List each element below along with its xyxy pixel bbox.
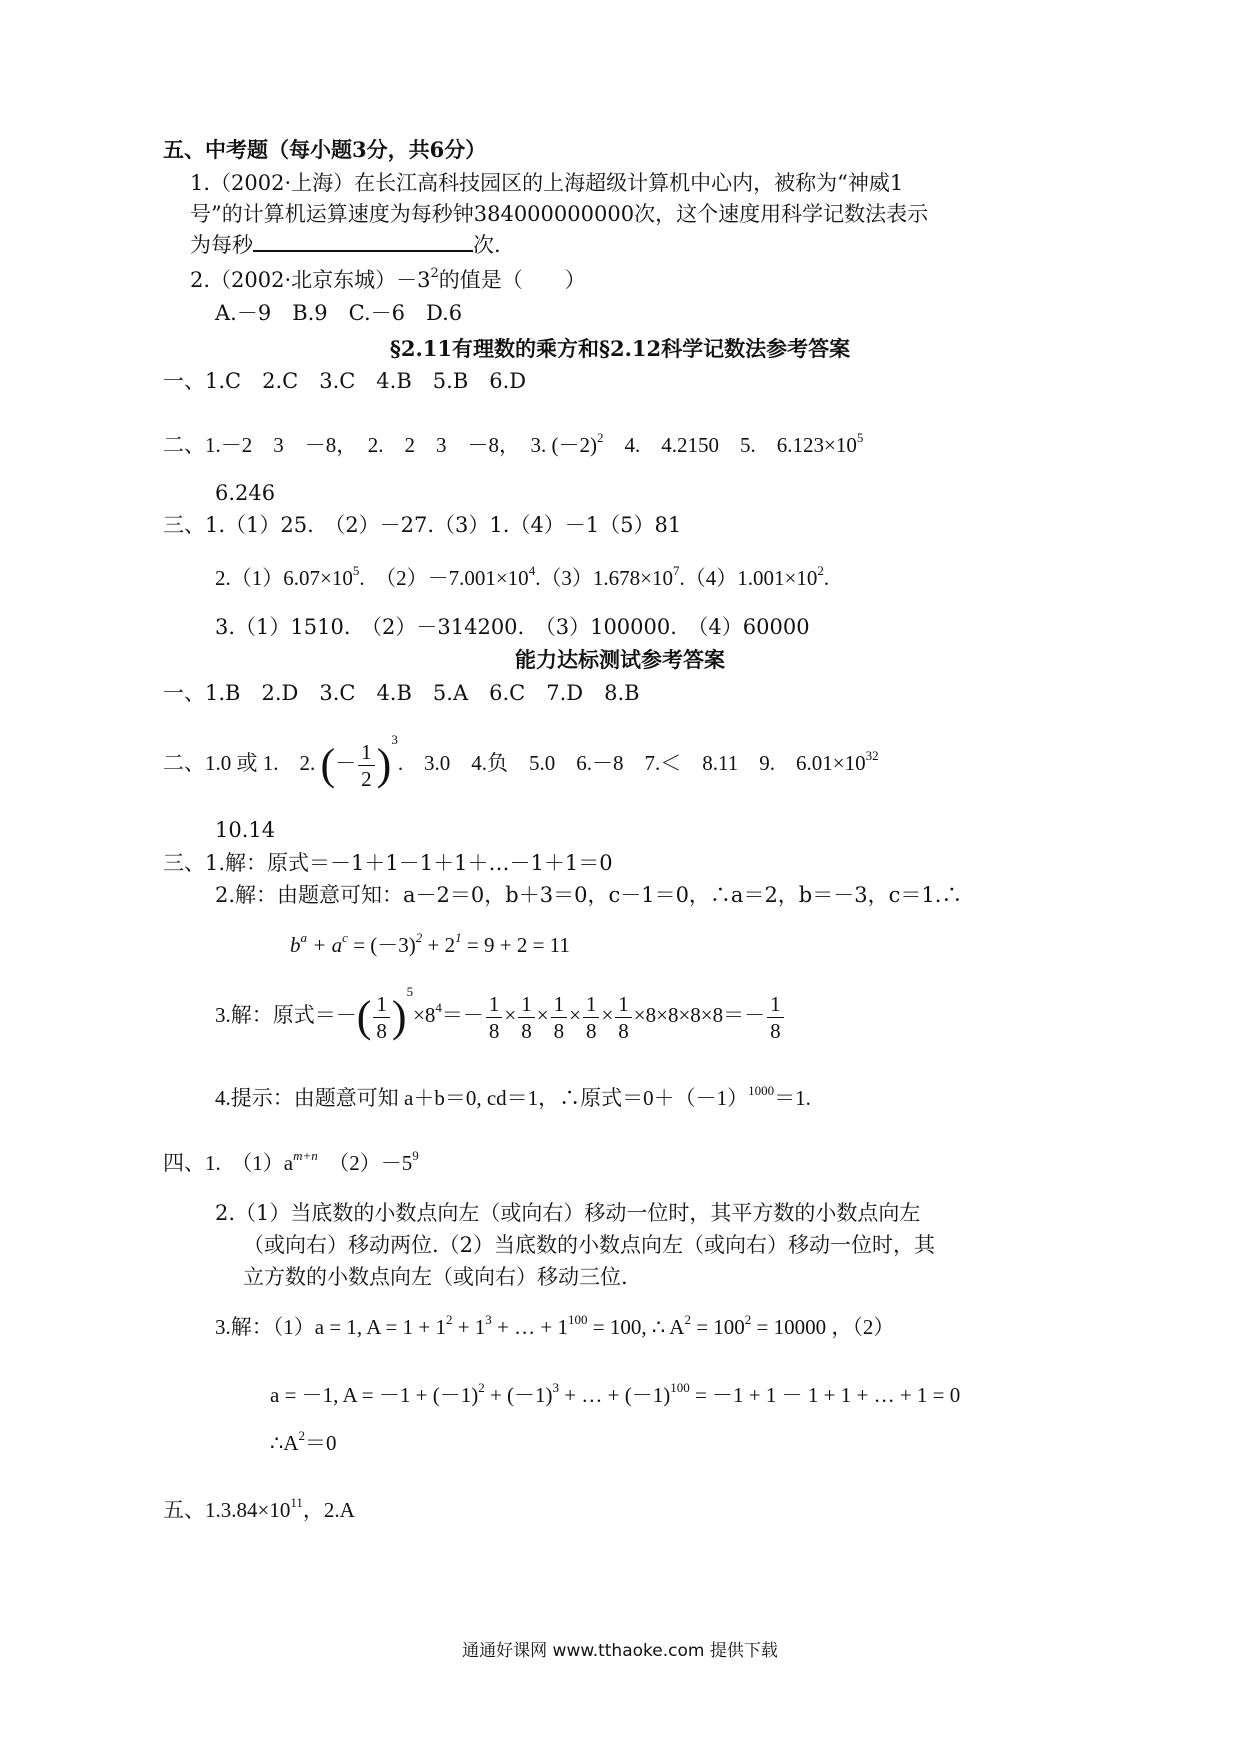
a4-l6-b: + (－1) bbox=[484, 1383, 553, 1407]
a4-l7-sup: 2 bbox=[298, 1428, 306, 1443]
a4-l5-d: = 100, ∴ A bbox=[587, 1315, 685, 1339]
answer-5 bbox=[163, 1495, 355, 1525]
answer-2-part-1: 一、1.B 2.D 3.C 4.B 5.A 6.C 7.D 8.B bbox=[163, 681, 640, 705]
fraction-5 bbox=[615, 991, 632, 1044]
a4-l5-b: + 1 bbox=[452, 1315, 486, 1339]
a4-l1-sup: m+n bbox=[293, 1148, 318, 1163]
a2-l8-b: ＝1. bbox=[774, 1086, 811, 1110]
a1-l5-b-sup: 4 bbox=[528, 563, 536, 578]
answer-1-part-3: 三、1.（1）25. （2）－27.（3）1.（4）－1（5）81 bbox=[163, 513, 682, 537]
fraction-sign: － bbox=[335, 751, 357, 775]
question-2-exponent: 2 bbox=[430, 266, 439, 281]
a2-l7-b: ×8 bbox=[413, 1003, 436, 1027]
f3-den: 8 bbox=[553, 1018, 565, 1043]
answer-title-2: 能力达标测试参考答案 bbox=[515, 647, 725, 672]
answer-2-part-3-q2-eq bbox=[290, 930, 570, 960]
answer-4-q3-line-3 bbox=[270, 1428, 337, 1458]
question-2-text-end: 的值是（ ） bbox=[438, 268, 586, 292]
a2-l6-a-sup: a bbox=[300, 930, 307, 945]
answer-title-1: §2.11有理数的乘方和§2.12科学记数法参考答案 bbox=[389, 336, 851, 361]
a2-l7-d: ×8×8×8×8＝－ bbox=[633, 1003, 766, 1027]
a2-l2-sup: 3 bbox=[391, 732, 398, 747]
a4-l5-s4: 2 bbox=[684, 1312, 691, 1327]
answer-2-part-3-q4 bbox=[215, 1083, 811, 1113]
answer-2-part-3-q1: 三、1.解：原式＝－1＋1－1＋1＋…－1＋1＝0 bbox=[163, 851, 613, 875]
fraction-3 bbox=[551, 991, 568, 1044]
a4-l7-a: ∴A bbox=[270, 1431, 299, 1455]
answer-4-q2-line-2: （或向右）移动两位.（2）当底数的小数点向左（或向右）移动一位时，其 bbox=[243, 1233, 936, 1257]
answer-1-part-1: 一、1.C 2.C 3.C 4.B 5.B 6.D bbox=[163, 369, 527, 393]
paren-left-2: ( bbox=[356, 992, 372, 1042]
a4-l6-s2: 3 bbox=[552, 1380, 560, 1395]
a2-l8-a: 4.提示：由题意可知 a＋b＝0, cd＝1，∴原式＝0＋（－1） bbox=[215, 1086, 749, 1110]
a4-l5-s2: 3 bbox=[485, 1312, 492, 1327]
fraction-denominator: 2 bbox=[361, 766, 372, 791]
question-1-suffix: 次. bbox=[473, 233, 501, 257]
a4-l6-a: a = －1, A = －1 + (－1) bbox=[270, 1383, 479, 1407]
fraction-2 bbox=[518, 991, 535, 1044]
a5-l1-b: ，2.A bbox=[302, 1498, 355, 1522]
answer-1-part-3-q3: 3.（1）1510. （2）－314200. （3）100000. （4）60000 bbox=[215, 615, 810, 639]
a1-l5-d-sup: 2 bbox=[817, 563, 824, 578]
a4-l6-c: + … + (－1) bbox=[559, 1383, 671, 1407]
answer-4-q3-line-2 bbox=[270, 1380, 960, 1410]
fraction-one-half bbox=[358, 739, 375, 792]
answer-4-q1 bbox=[163, 1148, 419, 1178]
a4-l5-c: + … + 1 bbox=[491, 1315, 568, 1339]
f2-num: 1 bbox=[518, 991, 535, 1018]
question-2 bbox=[190, 265, 586, 295]
question-1-prefix: 为每秒 bbox=[190, 233, 253, 257]
a2-l7-a: 3.解：原式＝－ bbox=[215, 1003, 357, 1027]
a2-l6-b-sup: c bbox=[342, 930, 348, 945]
f5-num: 1 bbox=[615, 991, 632, 1018]
paren-right-2: ) bbox=[391, 992, 407, 1042]
answer-1-part-2-c-sup: 5 bbox=[856, 430, 864, 445]
a2-l7-c: ＝－ bbox=[441, 1003, 484, 1027]
fraction-numerator: 1 bbox=[358, 739, 375, 766]
a2-l2-b-sup: 32 bbox=[865, 748, 879, 763]
question-2-options: A.－9 B.9 C.－6 D.6 bbox=[215, 301, 463, 325]
answer-blank bbox=[253, 230, 473, 252]
a4-l6-d: = －1 + 1 － 1 + 1 + … + 1 = 0 bbox=[689, 1383, 961, 1407]
f6-num: 1 bbox=[767, 991, 784, 1018]
fraction-1 bbox=[486, 991, 503, 1044]
answer-1-part-2-c: 4. 4.2150 5. 6.123×10 bbox=[603, 433, 857, 457]
a1-l5-c-sup: 7 bbox=[673, 563, 680, 578]
f6-den: 8 bbox=[770, 1018, 781, 1043]
a1-l5-e: . bbox=[823, 566, 830, 590]
section-5-heading: 五、中考题（每小题3分，共6分） bbox=[163, 137, 487, 162]
a2-l6-e: = 9 + 2 = 11 bbox=[461, 933, 570, 957]
a2-l6-c: = (－3) bbox=[347, 933, 416, 957]
answer-1-part-2-a: 二、1.－2 3 －8， 2. 2 3 －8， 3. bbox=[163, 433, 547, 457]
f3-num: 1 bbox=[551, 991, 568, 1018]
answer-1-part-2-b-sup: 2 bbox=[597, 430, 604, 445]
a1-l5-d: .（4）1.001×10 bbox=[679, 566, 818, 590]
times-1: × bbox=[504, 1003, 517, 1027]
question-1-line-2: 号”的计算机运算速度为每秒钟384000000000次，这个速度用科学记数法表示 bbox=[190, 202, 929, 226]
a4-l1-a: 四、1. （1）a bbox=[163, 1151, 294, 1175]
answer-4-q3-line-1 bbox=[215, 1312, 894, 1342]
question-1-line-1: 1.（2002·上海）在长江高科技园区的上海超级计算机中心内，被称为“神威1 bbox=[190, 171, 904, 195]
answer-1-part-2 bbox=[163, 430, 863, 460]
a5-l1-a: 五、1.3.84×10 bbox=[163, 1498, 291, 1522]
a2-l6-b: + a bbox=[307, 933, 343, 957]
frac-num: 1 bbox=[373, 991, 390, 1018]
f4-num: 1 bbox=[583, 991, 600, 1018]
answer-1-part-2-cont: 6.246 bbox=[215, 481, 276, 505]
fraction-6 bbox=[767, 991, 784, 1044]
a4-l5-a: 3.解：（1）a = 1, A = 1 + 1 bbox=[215, 1315, 446, 1339]
paren-right: ) bbox=[376, 740, 392, 790]
answer-4-q2-line-3: 立方数的小数点向左（或向右）移动三位. bbox=[243, 1265, 628, 1289]
a4-l1-b: （2）－5 bbox=[317, 1151, 413, 1175]
a2-l6-d: + 2 bbox=[422, 933, 456, 957]
answer-4-q2-line-1: 2.（1）当底数的小数点向左（或向右）移动一位时，其平方数的小数点向左 bbox=[215, 1201, 921, 1225]
fraction-one-eighth bbox=[373, 991, 390, 1044]
times-2: × bbox=[536, 1003, 549, 1027]
a4-l5-f: = 10000 ，（2） bbox=[751, 1315, 895, 1339]
a1-l5-a: 2.（1）6.07×10 bbox=[215, 566, 353, 590]
a4-l7-b: ＝0 bbox=[305, 1431, 337, 1455]
times-3: × bbox=[569, 1003, 581, 1027]
a4-l6-s1: 2 bbox=[478, 1380, 485, 1395]
f1-num: 1 bbox=[486, 991, 503, 1018]
paren-left: ( bbox=[320, 740, 336, 790]
a1-l5-a-sup: 5 bbox=[352, 563, 360, 578]
a1-l5-c: .（3）1.678×10 bbox=[535, 566, 674, 590]
a2-l7-sup: 5 bbox=[406, 984, 414, 999]
times-4: × bbox=[601, 1003, 614, 1027]
a5-l1-sup: 11 bbox=[290, 1495, 303, 1510]
a2-l8-sup: 1000 bbox=[748, 1083, 775, 1098]
answer-2-part-3-q2: 2.解：由题意可知：a－2＝0，b＋3＝0，c－1＝0，∴a＝2，b＝－3，c＝1.∴ bbox=[215, 883, 963, 907]
a1-l5-b: . （2）－7.001×10 bbox=[359, 566, 529, 590]
a2-l2-b: . 3.0 4.负 5.0 6.－8 7.＜ 8.11 9. 6.01×10 bbox=[397, 751, 866, 775]
a2-l6-c-sup: 2 bbox=[415, 930, 423, 945]
a4-l5-s1: 2 bbox=[445, 1312, 453, 1327]
answer-1-part-3-q2 bbox=[215, 563, 829, 593]
a2-l7-b-sup: 4 bbox=[435, 1000, 442, 1015]
a4-l6-s3: 100 bbox=[670, 1380, 690, 1395]
question-1-line-3 bbox=[190, 230, 501, 260]
f1-den: 8 bbox=[488, 1018, 500, 1043]
frac-den: 8 bbox=[376, 1018, 387, 1043]
a2-l6-d-sup: 1 bbox=[455, 930, 462, 945]
a4-l5-s5: 2 bbox=[744, 1312, 752, 1327]
answer-2-part-2-cont: 10.14 bbox=[215, 818, 276, 842]
a4-l1-b-sup: 9 bbox=[412, 1148, 419, 1163]
question-2-text: 2.（2002·北京东城）－3 bbox=[190, 268, 431, 292]
answer-2-part-2 bbox=[163, 733, 879, 793]
a4-l5-e: = 100 bbox=[690, 1315, 745, 1339]
a4-l5-s3: 100 bbox=[567, 1312, 588, 1327]
answer-2-part-3-q3 bbox=[215, 985, 786, 1045]
f2-den: 8 bbox=[521, 1018, 532, 1043]
f4-den: 8 bbox=[585, 1018, 597, 1043]
fraction-4 bbox=[583, 991, 600, 1044]
f5-den: 8 bbox=[618, 1018, 629, 1043]
a2-l6-a: b bbox=[290, 933, 301, 957]
page-footer: 通通好课网 www.tthaoke.com 提供下载 bbox=[462, 1641, 778, 1661]
a2-l2-a: 二、1.0 或 1. 2. bbox=[163, 751, 316, 775]
answer-1-part-2-b: (－2) bbox=[551, 433, 597, 457]
